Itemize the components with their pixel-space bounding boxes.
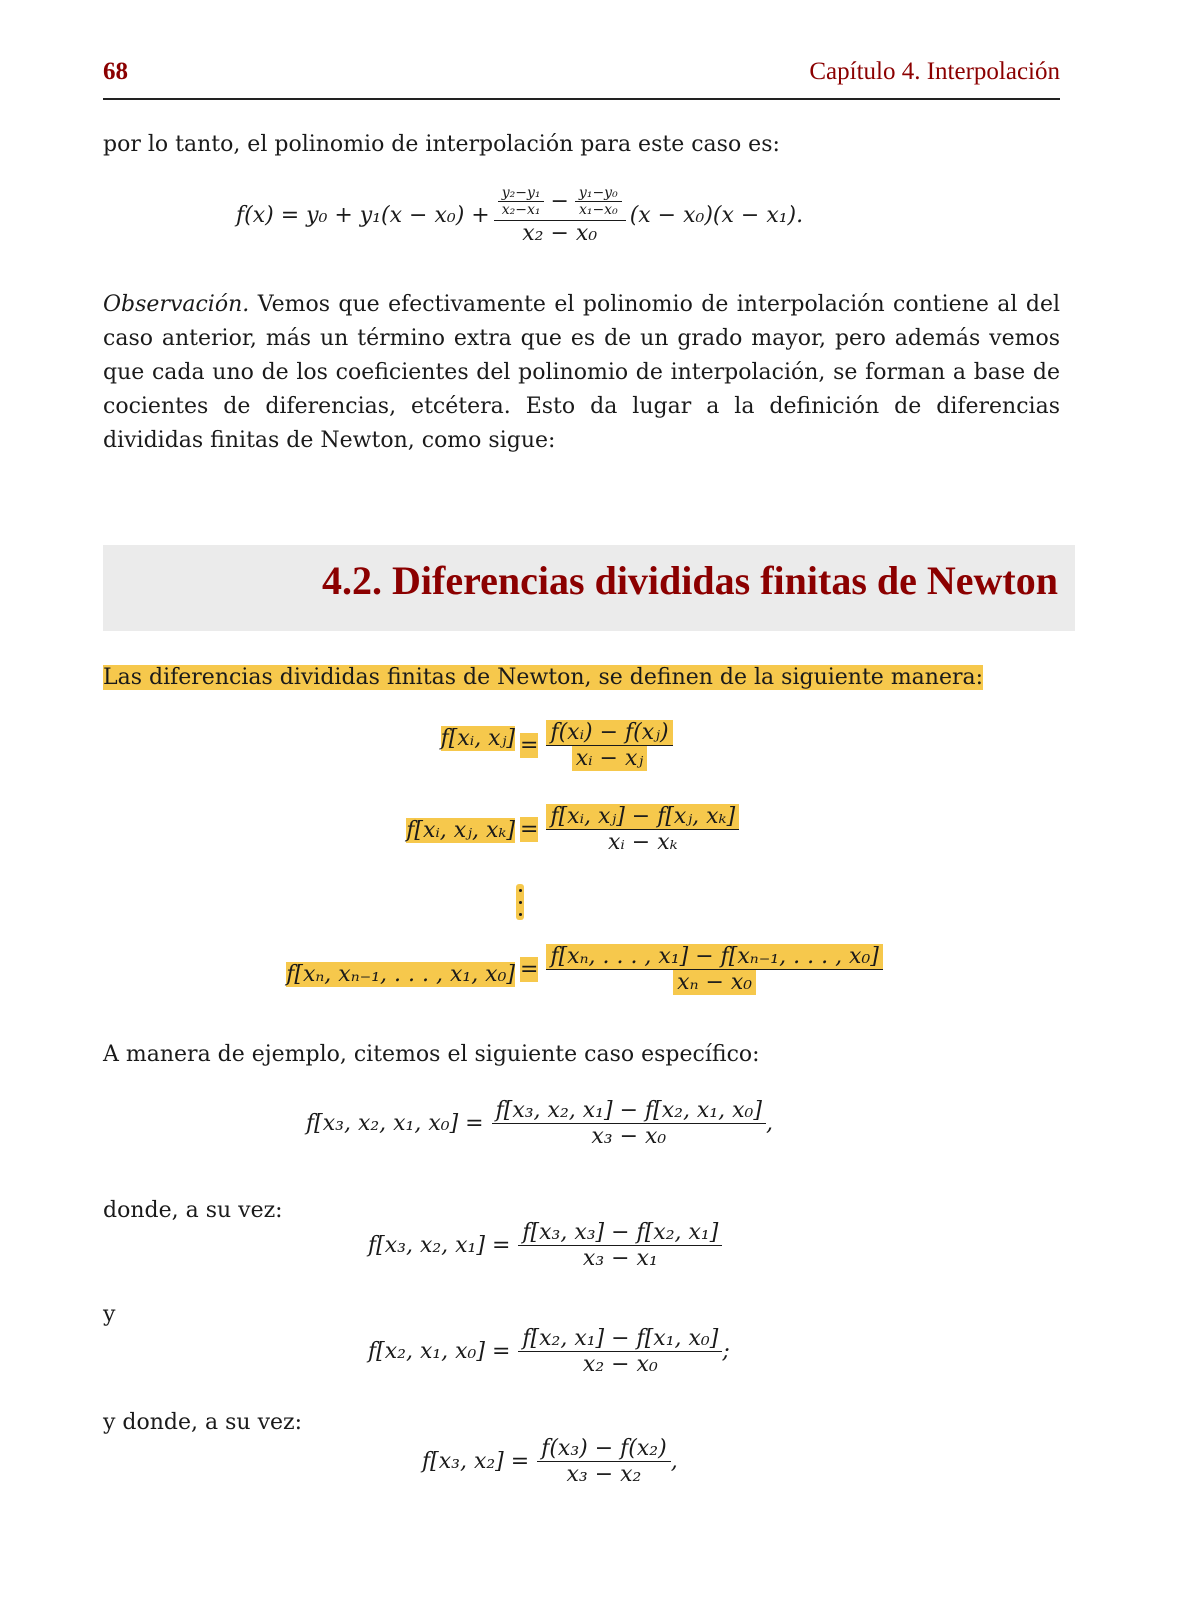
eq-main-inner-frac-2 (575, 185, 622, 218)
def-3-num: f[xₙ, . . . , x₁] − f[xₙ₋₁, . . . , x₀] (546, 944, 882, 970)
where-text-1: donde, a su vez: (103, 1198, 283, 1223)
example-tail: , (765, 1111, 773, 1136)
page-number: 68 (103, 58, 128, 85)
eq-c-fraction (537, 1436, 671, 1487)
intro-paragraph: por lo tanto, el polinomio de interpolación para este caso es: (103, 132, 780, 157)
inner-num-2: y₁−y₀ (575, 185, 622, 202)
eq-c-den: x₃ − x₂ (566, 1462, 642, 1487)
def-1-lhs-text: f[xᵢ, xⱼ] (440, 726, 515, 751)
eq-c-tail: , (670, 1449, 678, 1474)
eq-main-fraction (494, 185, 626, 246)
inner-minus: − (550, 189, 569, 214)
example-den: x₃ − x₀ (591, 1124, 667, 1149)
def-2-fraction (546, 804, 739, 855)
example-intro: A manera de ejemplo, citemos el siguiente caso específico: (103, 1042, 760, 1067)
example-fraction (492, 1098, 766, 1149)
def-3-lhs (286, 962, 515, 987)
def-1-den: xᵢ − xⱼ (572, 746, 647, 771)
eq-b-tail: ; (722, 1339, 730, 1364)
def-2-den: xᵢ − xₖ (607, 830, 678, 855)
and-text: y (103, 1302, 116, 1327)
where-text-2: y donde, a su vez: (103, 1410, 303, 1435)
eq-b-num: f[x₂, x₁] − f[x₁, x₀] (518, 1326, 722, 1352)
inner-den-1: x₂−x₁ (501, 202, 541, 218)
eq-main-den: x₂ − x₀ (522, 221, 598, 246)
def-2-lhs (406, 818, 515, 843)
equation-b (368, 1326, 730, 1377)
eq-main-inner-frac-1 (498, 185, 545, 218)
def-2-equals: = (520, 817, 539, 842)
def-1-num: f(xᵢ) − f(xⱼ) (546, 720, 672, 746)
equation-a (368, 1220, 722, 1271)
section-title: 4.2. Diferencias divididas finitas de Newton (322, 558, 1058, 603)
inner-den-2: x₁−x₀ (578, 202, 618, 218)
eq-a-lhs: f[x₃, x₂, x₁] = (368, 1233, 511, 1258)
equation-c (422, 1436, 678, 1487)
example-lhs: f[x₃, x₂, x₁, x₀] = (306, 1111, 484, 1136)
def-3-lhs-text: f[xₙ, xₙ₋₁, . . . , x₁, x₀] (286, 962, 515, 987)
def-1-fraction (546, 720, 672, 771)
chapter-title: Capítulo 4. Interpolación (809, 58, 1060, 85)
eq-b-den: x₂ − x₀ (582, 1352, 658, 1377)
eq-main-lhs: f(x) = y₀ + y₁(x − x₀) + (236, 203, 490, 228)
def-1-rhs (520, 720, 673, 771)
def-3-fraction (546, 944, 882, 995)
def-1-lhs (441, 726, 515, 751)
eq-a-den: x₃ − x₁ (582, 1246, 658, 1271)
eq-c-num: f(x₃) − f(x₂) (537, 1436, 671, 1462)
def-2-rhs (520, 804, 739, 855)
header-rule (103, 98, 1060, 100)
example-num: f[x₃, x₂, x₁] − f[x₂, x₁, x₀] (492, 1098, 766, 1124)
observation-paragraph (103, 288, 1060, 458)
def-3-den: xₙ − x₀ (673, 970, 756, 995)
def-2-num: f[xᵢ, xⱼ] − f[xⱼ, xₖ] (546, 804, 739, 830)
observation-label: Observación. (103, 292, 250, 317)
eq-a-num: f[x₃, x₃] − f[x₂, x₁] (518, 1220, 722, 1246)
example-equation (306, 1098, 773, 1149)
definition-intro (103, 661, 1060, 695)
def-3-rhs (520, 944, 883, 995)
vertical-ellipsis (516, 884, 524, 920)
inner-num-1: y₂−y₁ (498, 185, 545, 202)
eq-b-lhs: f[x₂, x₁, x₀] = (368, 1339, 511, 1364)
observation-text: Vemos que efectivamente el polinomio de interpolación contiene al del caso anterior, más un término extra que es de un grado mayor, pero además vemos que cada uno de los coeficientes del polinomio de interpolación, se forman a base de cocientes de diferencias, etcétera. Esto da lugar a la definición de diferencias divididas finitas de Newton, como sigue: (103, 292, 1061, 453)
def-1-equals: = (520, 733, 539, 758)
interpolation-equation (236, 185, 803, 246)
def-3-equals: = (520, 957, 539, 982)
eq-a-fraction (518, 1220, 722, 1271)
eq-c-lhs: f[x₃, x₂] = (422, 1449, 530, 1474)
definition-intro-text: Las diferencias divididas finitas de Newton, se definen de la siguiente manera: (103, 665, 984, 690)
def-2-lhs-text: f[xᵢ, xⱼ, xₖ] (406, 818, 515, 843)
eq-b-fraction (518, 1326, 722, 1377)
eq-main-rhs: (x − x₀)(x − x₁). (629, 203, 804, 228)
